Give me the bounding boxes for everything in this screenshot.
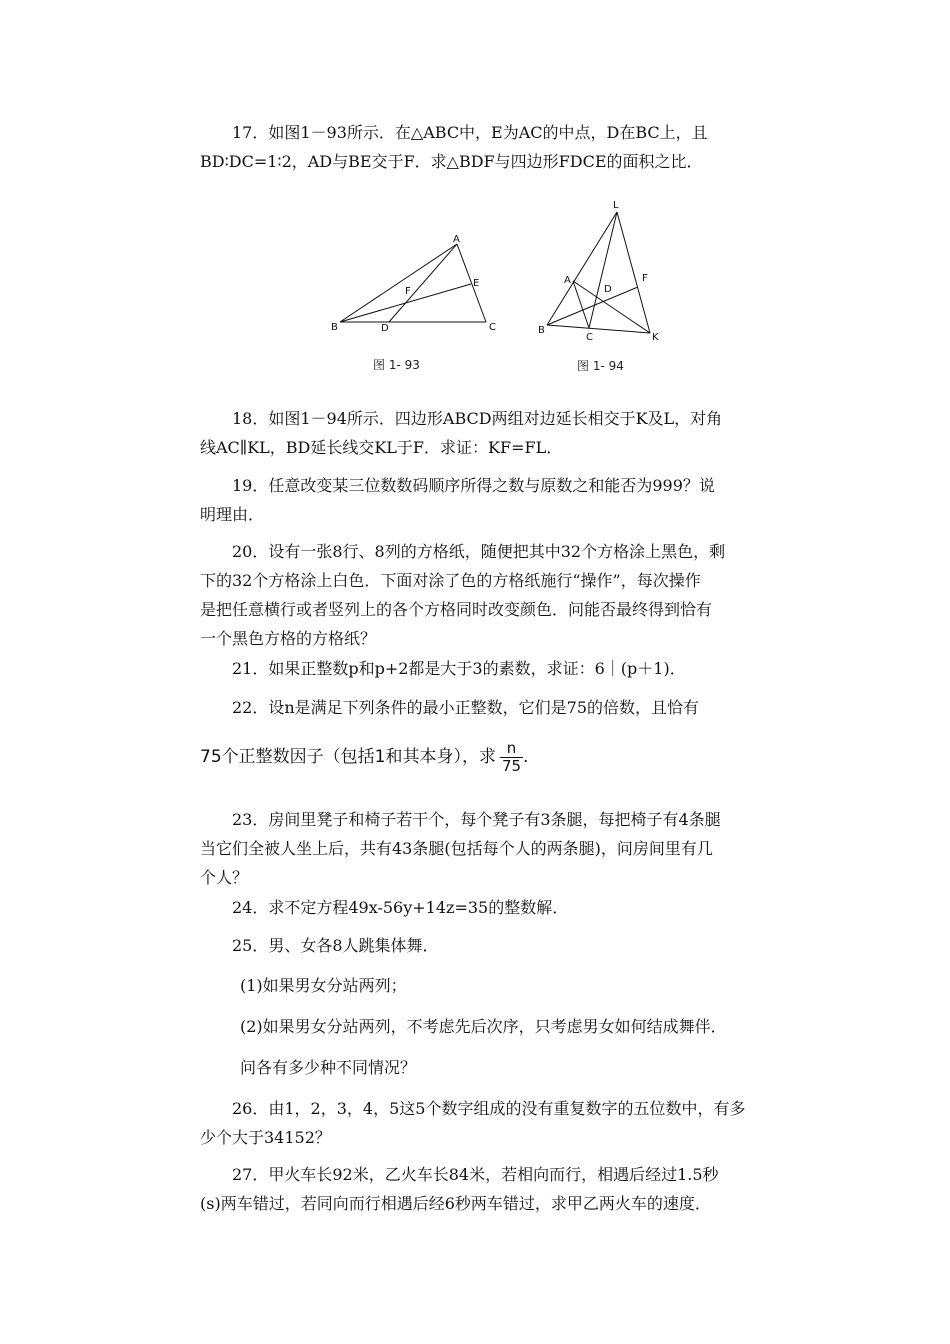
- problem-25: [200, 931, 812, 960]
- point-label-e: E: [473, 278, 480, 289]
- point-label-d: D: [604, 284, 612, 295]
- point-label-c: C: [489, 322, 496, 333]
- problem-22-end: .: [523, 747, 529, 767]
- problem-25-item-1-text: (1)如果男女分站两列；: [240, 976, 407, 995]
- problem-26-line-2: 少个大于34152？: [200, 1128, 331, 1147]
- segment-ac: [573, 281, 589, 328]
- problem-23: [200, 805, 812, 892]
- problem-25-item-1: [240, 971, 812, 1000]
- problem-20: [200, 537, 812, 653]
- segment-bf: [547, 287, 638, 325]
- figure-1-93-caption: 图 1- 93: [373, 358, 420, 372]
- problem-20-line-2: 下的32个方格涂上白色．下面对涂了色的方格纸施行“操作”，每次操作: [200, 571, 701, 590]
- problem-27-line-1: 27．甲火车长92米，乙火车长84米，若相向而行，相遇后经过1.5秒: [232, 1165, 719, 1184]
- problem-26-line-1: 26．由1，2，3，4，5这5个数字组成的没有重复数字的五位数中，有多: [232, 1099, 746, 1118]
- problem-20-line-1: 20．设有一张8行、8列的方格纸，随便把其中32个方格涂上黑色，剩: [232, 542, 726, 561]
- problem-21-line-1: 21．如果正整数p和p+2都是大于3的素数，求证：6｜(p＋1)．: [232, 659, 686, 678]
- problem-22-line-2: 75个正整数因子（包括1和其本身），求: [200, 747, 496, 767]
- problem-24: [200, 893, 812, 922]
- figure-1-94: [532, 195, 672, 380]
- problem-27-line-2: (s)两车错过，若同向而行相遇后经6秒两车错过，求甲乙两火车的速度．: [200, 1194, 711, 1213]
- point-label-l: L: [613, 200, 619, 211]
- problem-27: [200, 1160, 812, 1218]
- problem-24-line-1: 24．求不定方程49x-56y+14z=35的整数解．: [232, 898, 569, 917]
- figure-1-94-caption: 图 1- 94: [577, 359, 624, 373]
- problem-19-line-2: 明理由．: [200, 505, 265, 524]
- problem-23-line-1: 23．房间里凳子和椅子若干个，每个凳子有3条腿，每把椅子有4条腿: [232, 810, 721, 829]
- problem-23-line-2: 当它们全被人坐上后，共有43条腿(包括每个人的两条腿)，问房间里有几: [200, 839, 713, 858]
- problem-25-item-2-text: (2)如果男女分站两列，不考虑先后次序，只考虑男女如何结成舞伴．: [240, 1017, 727, 1036]
- point-label-a: A: [564, 275, 571, 286]
- point-label-f: F: [642, 273, 648, 284]
- problem-25-line-1: 25．男、女各8人跳集体舞．: [232, 936, 439, 955]
- problem-22-line-1: 22．设n是满足下列条件的最小正整数，它们是75的倍数，且恰有: [232, 698, 700, 717]
- point-label-d: D: [381, 323, 389, 334]
- problem-21: [200, 654, 812, 683]
- problem-18-line-2: 线AC∥KL，BD延长线交KL于F．求证：KF=FL．: [200, 438, 563, 457]
- problem-26: [200, 1094, 812, 1152]
- problem-20-line-4: 一个黑色方格的方格纸？: [200, 629, 377, 648]
- problem-19: [200, 471, 812, 529]
- problem-19-line-1: 19．任意改变某三位数数码顺序所得之数与原数之和能否为999？说: [232, 476, 715, 495]
- problem-23-line-3: 个人？: [200, 868, 249, 887]
- segment-ba: [340, 244, 457, 322]
- fraction-denominator: 75: [501, 757, 522, 775]
- point-label-f: F: [405, 286, 411, 297]
- problem-17-line-2: BD∶DC=1∶2，AD与BE交于F．求△BDF与四边形FDCE的面积之比．: [200, 152, 703, 171]
- figure-1-93: [325, 232, 515, 382]
- problem-25-question: [240, 1053, 812, 1082]
- problem-17-line-1: 17．如图1－93所示．在△ABC中，E为AC的中点，D在BC上，且: [232, 123, 708, 142]
- problem-17: [200, 118, 812, 176]
- point-label-k: K: [652, 332, 659, 343]
- problem-18: [200, 404, 812, 462]
- problem-25-question-text: 问各有多少种不同情况？: [240, 1058, 417, 1077]
- point-label-a: A: [453, 234, 460, 245]
- fraction-numerator: n: [500, 740, 523, 758]
- segment-lc: [589, 212, 617, 328]
- problem-20-line-3: 是把任意横行或者竖列上的各个方格同时改变颜色．问能否最终得到恰有: [200, 600, 713, 619]
- segment-ac: [457, 244, 486, 322]
- problem-22-formula-line: [200, 738, 812, 776]
- point-label-b: B: [538, 325, 545, 336]
- point-label-b: B: [331, 322, 338, 333]
- segment-bk: [547, 325, 650, 333]
- problem-18-line-1: 18．如图1－94所示．四边形ABCD两组对边延长相交于K及L，对角: [232, 409, 723, 428]
- fraction-n-over-75: [500, 740, 523, 775]
- problem-22: [200, 693, 812, 722]
- problem-25-item-2: [240, 1012, 812, 1041]
- point-label-c: C: [586, 332, 593, 343]
